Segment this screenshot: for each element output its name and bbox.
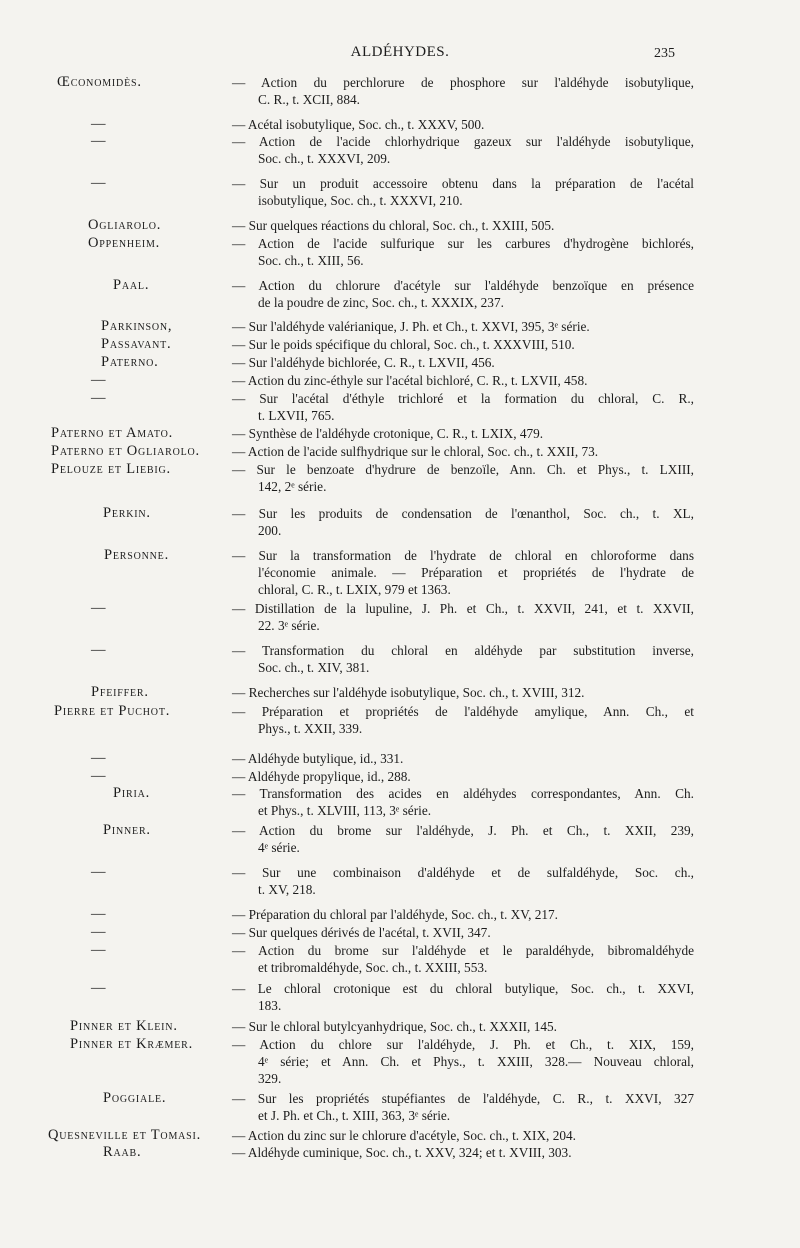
entry-description bbox=[232, 768, 694, 785]
entry-description bbox=[232, 980, 694, 1014]
ditto-dash: — bbox=[91, 924, 107, 940]
entry-description bbox=[232, 642, 694, 676]
entry-description bbox=[232, 354, 694, 371]
entry-description bbox=[232, 822, 694, 856]
entry-line: — Action du perchlorure de phosphore sur l'aldéhyde isobutylique, bbox=[232, 75, 694, 90]
entry-line: — Action de l'acide sulfurique sur les carbures d'hydrogène bichlorés, bbox=[232, 236, 694, 251]
entry-author: Œconomidès. bbox=[57, 74, 142, 90]
entry-line: — Sur la transformation de l'hydrate de chloral en chloroforme dans bbox=[232, 548, 694, 563]
entry-description bbox=[232, 443, 694, 460]
entry-description bbox=[232, 175, 694, 209]
entry-description bbox=[232, 750, 694, 767]
entry-description bbox=[232, 1018, 694, 1035]
entry-line: — Action de l'acide sulfhydrique sur le chloral, Soc. ch., t. XXII, 73. bbox=[232, 444, 599, 459]
entry-line: — Aldéhyde butylique, id., 331. bbox=[232, 751, 404, 766]
entry-line: — Action du zinc-éthyle sur l'acétal bichloré, C. R., t. LXVII, 458. bbox=[232, 373, 588, 388]
entry-line: — Sur l'aldéhyde valérianique, J. Ph. et Ch., t. XXVI, 395, 3ᵉ série. bbox=[232, 319, 590, 334]
entry-line: 4ᵉ série; et Ann. Ch. et Phys., t. XXIII, 328.— Nouveau chloral, bbox=[258, 1054, 694, 1069]
entry-description bbox=[232, 318, 694, 335]
entry-description bbox=[232, 1036, 694, 1087]
entry-description bbox=[232, 74, 694, 108]
entry-description bbox=[232, 235, 694, 269]
entry-line: et tribromaldéhyde, Soc. ch., t. XXIII, 553. bbox=[258, 960, 488, 975]
ditto-dash: — bbox=[91, 642, 107, 658]
entry-line: 329. bbox=[258, 1071, 282, 1086]
entry-description bbox=[232, 505, 694, 539]
entry-description bbox=[232, 116, 694, 133]
entry-line: Soc. ch., t. XIII, 56. bbox=[258, 253, 364, 268]
entry-line: 200. bbox=[258, 523, 282, 538]
ditto-dash: — bbox=[91, 175, 107, 191]
entry-description bbox=[232, 785, 694, 819]
entry-author: Personne. bbox=[104, 547, 170, 563]
entry-description bbox=[232, 336, 694, 353]
entry-line: — Transformation des acides en aldéhydes correspondantes, Ann. Ch. bbox=[232, 786, 694, 801]
ditto-dash: — bbox=[91, 600, 107, 616]
ditto-dash: — bbox=[91, 942, 107, 958]
entry-author: Pinner. bbox=[103, 822, 151, 838]
entry-description bbox=[232, 217, 694, 234]
entry-line: — Sur les produits de condensation de l'œnanthol, Soc. ch., t. XL, bbox=[232, 506, 694, 521]
entry-line: — Sur quelques dérivés de l'acétal, t. XVII, 347. bbox=[232, 925, 491, 940]
entry-line: — Distillation de la lupuline, J. Ph. et Ch., t. XXVII, 241, et t. XXVII, bbox=[232, 601, 694, 616]
entry-line: et Phys., t. XLVIII, 113, 3ᵉ série. bbox=[258, 803, 432, 818]
entry-author: Piria. bbox=[113, 785, 151, 801]
page-header-title: ALDÉHYDES. bbox=[350, 44, 450, 60]
entry-author: Pierre et Puchot. bbox=[54, 703, 171, 719]
entry-author: Raab. bbox=[103, 1144, 142, 1160]
entry-line: t. LXVII, 765. bbox=[258, 408, 335, 423]
entry-author: Passavant. bbox=[101, 336, 172, 352]
entry-author: Paterno et Amato. bbox=[51, 425, 174, 441]
ditto-dash: — bbox=[91, 864, 107, 880]
ditto-dash: — bbox=[91, 116, 107, 132]
entry-line: — Action de l'acide chlorhydrique gazeux sur l'aldéhyde isobutylique, bbox=[232, 134, 694, 149]
entry-author: Oppenheim. bbox=[88, 235, 161, 251]
entry-line: — Acétal isobutylique, Soc. ch., t. XXXV, 500. bbox=[232, 117, 485, 132]
entry-line: Phys., t. XXII, 339. bbox=[258, 721, 363, 736]
entry-line: — Aldéhyde propylique, id., 288. bbox=[232, 769, 411, 784]
entry-line: — Recherches sur l'aldéhyde isobutylique, Soc. ch., t. XVIII, 312. bbox=[232, 685, 585, 700]
entry-author: Quesneville et Tomasi. bbox=[48, 1127, 202, 1143]
entry-line: — Le chloral crotonique est du chloral butylique, Soc. ch., t. XXVI, bbox=[232, 981, 694, 996]
entry-line: — Action du chlorure d'acétyle sur l'aldéhyde benzoïque en présence bbox=[232, 278, 694, 293]
entry-author: Pinner et Kræmer. bbox=[70, 1036, 194, 1052]
entry-description bbox=[232, 1127, 694, 1144]
entry-description bbox=[232, 1144, 694, 1161]
entry-line: — Sur l'aldéhyde bichlorée, C. R., t. LXVII, 456. bbox=[232, 355, 495, 370]
entry-description bbox=[232, 1090, 694, 1124]
entry-line: — Préparation du chloral par l'aldéhyde, Soc. ch., t. XV, 217. bbox=[232, 907, 559, 922]
entry-description bbox=[232, 547, 694, 598]
entry-line: de la poudre de zinc, Soc. ch., t. XXXIX, 237. bbox=[258, 295, 504, 310]
entry-line: chloral, C. R., t. LXIX, 979 et 1363. bbox=[258, 582, 451, 597]
entry-author: Poggiale. bbox=[103, 1090, 167, 1106]
entry-author: Pfeiffer. bbox=[91, 684, 149, 700]
entry-line: — Action du brome sur l'aldéhyde, J. Ph. et Ch., t. XXII, 239, bbox=[232, 823, 694, 838]
entry-line: — Préparation et propriétés de l'aldéhyde amylique, Ann. Ch., et bbox=[232, 704, 694, 719]
entry-author: Perkin. bbox=[103, 505, 151, 521]
entry-line: — Sur le chloral butylcyanhydrique, Soc. ch., t. XXXII, 145. bbox=[232, 1019, 557, 1034]
entry-line: — Sur le benzoate d'hydrure de benzoïle, Ann. Ch. et Phys., t. LXIII, bbox=[232, 462, 694, 477]
entry-line: 4ᵉ série. bbox=[258, 840, 300, 855]
entry-line: — Action du brome sur l'aldéhyde et le paraldéhyde, bibromaldéhyde bbox=[232, 943, 694, 958]
ditto-dash: — bbox=[91, 768, 107, 784]
entry-description bbox=[232, 942, 694, 976]
entry-line: 22. 3ᵉ série. bbox=[258, 618, 320, 633]
entry-line: Soc. ch., t. XXXVI, 209. bbox=[258, 151, 391, 166]
entry-line: — Sur les propriétés stupéfiantes de l'aldéhyde, C. R., t. XXVI, 327 bbox=[232, 1091, 694, 1106]
entry-description bbox=[232, 924, 694, 941]
entry-author: Pinner et Klein. bbox=[70, 1018, 178, 1034]
entry-line: Soc. ch., t. XIV, 381. bbox=[258, 660, 370, 675]
ditto-dash: — bbox=[91, 906, 107, 922]
entry-description bbox=[232, 425, 694, 442]
entry-author: Pelouze et Liebig. bbox=[51, 461, 171, 477]
entry-description bbox=[232, 277, 694, 311]
entry-line: 142, 2ᵉ série. bbox=[258, 479, 327, 494]
entry-description bbox=[232, 906, 694, 923]
entry-author: Paterno et Ogliarolo. bbox=[51, 443, 200, 459]
entry-line: — Sur le poids spécifique du chloral, Soc. ch., t. XXXVIII, 510. bbox=[232, 337, 575, 352]
entry-line: — Action du zinc sur le chlorure d'acétyle, Soc. ch., t. XIX, 204. bbox=[232, 1128, 576, 1143]
entry-line: — Transformation du chloral en aldéhyde par substitution inverse, bbox=[232, 643, 694, 658]
entry-description bbox=[232, 864, 694, 898]
entry-line: et J. Ph. et Ch., t. XIII, 363, 3ᵉ série. bbox=[258, 1108, 451, 1123]
entry-description bbox=[232, 684, 694, 701]
ditto-dash: — bbox=[91, 980, 107, 996]
entry-author: Paal. bbox=[113, 277, 150, 293]
entry-line: isobutylique, Soc. ch., t. XXXVI, 210. bbox=[258, 193, 463, 208]
entry-line: t. XV, 218. bbox=[258, 882, 316, 897]
entry-line: — Action du chlore sur l'aldéhyde, J. Ph. et Ch., t. XIX, 159, bbox=[232, 1037, 694, 1052]
entry-author: Ogliarolo. bbox=[88, 217, 162, 233]
page-number: 235 bbox=[654, 46, 675, 61]
entry-description bbox=[232, 372, 694, 389]
entry-line: — Synthèse de l'aldéhyde crotonique, C. R., t. LXIX, 479. bbox=[232, 426, 544, 441]
ditto-dash: — bbox=[91, 750, 107, 766]
entry-line: 183. bbox=[258, 998, 282, 1013]
entry-line: — Sur l'acétal d'éthyle trichloré et la formation du chloral, C. R., bbox=[232, 391, 694, 406]
ditto-dash: — bbox=[91, 390, 107, 406]
entry-description bbox=[232, 390, 694, 424]
entry-line: — Aldéhyde cuminique, Soc. ch., t. XXV, 324; et t. XVIII, 303. bbox=[232, 1145, 572, 1160]
entry-description bbox=[232, 461, 694, 495]
entry-line: — Sur quelques réactions du chloral, Soc. ch., t. XXIII, 505. bbox=[232, 218, 555, 233]
entry-author: Parkinson, bbox=[101, 318, 173, 334]
entry-description bbox=[232, 133, 694, 167]
entry-line: l'économie animale. — Préparation et propriétés de l'hydrate de bbox=[258, 565, 694, 580]
entry-line: — Sur un produit accessoire obtenu dans la préparation de l'acétal bbox=[232, 176, 694, 191]
entry-author: Paterno. bbox=[101, 354, 159, 370]
entry-description bbox=[232, 600, 694, 634]
ditto-dash: — bbox=[91, 372, 107, 388]
entry-line: — Sur une combinaison d'aldéhyde et de sulfaldéhyde, Soc. ch., bbox=[232, 865, 694, 880]
entry-description bbox=[232, 703, 694, 737]
ditto-dash: — bbox=[91, 133, 107, 149]
entry-line: C. R., t. XCII, 884. bbox=[258, 92, 360, 107]
